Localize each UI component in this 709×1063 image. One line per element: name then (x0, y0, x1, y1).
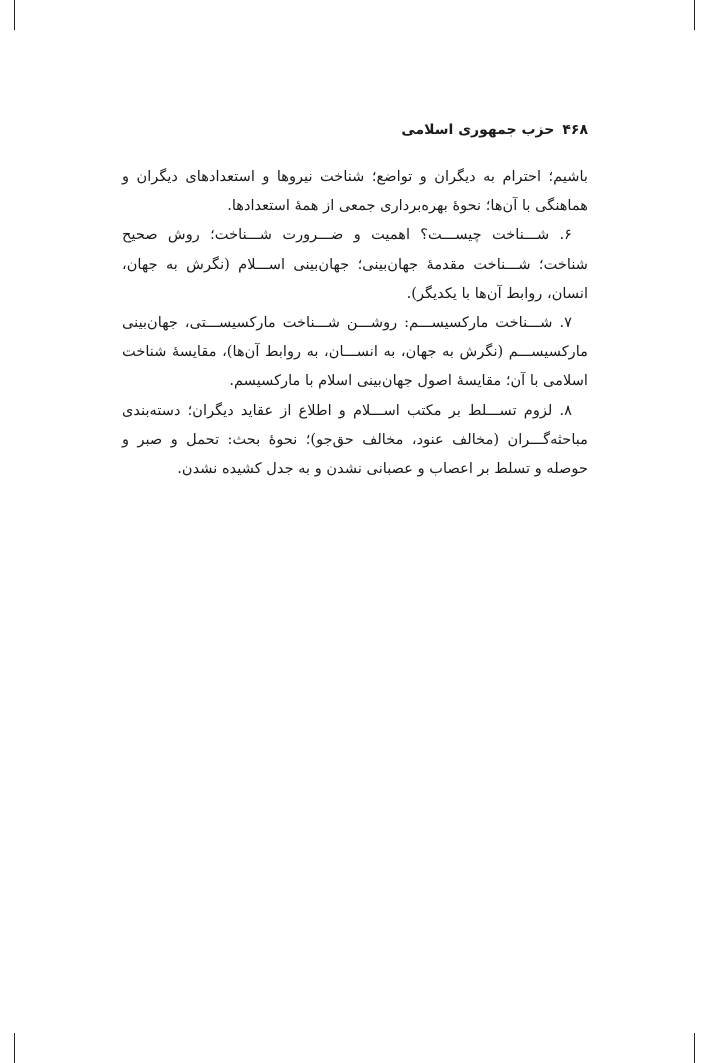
crop-mark-bottom-right (694, 1033, 695, 1063)
crop-mark-top-left (14, 0, 15, 30)
crop-mark-top-right (694, 0, 695, 30)
crop-mark-bottom-left (14, 1033, 15, 1063)
paragraph-4: ۸. لزوم تســـلط بر مکتب اســـلام و اطلاع از عقاید دیگران؛ دسته‌بندی مباحثه‌گـــران (مخالف عنود، مخالف حق‌جو)؛ نحوهٔ بحث: تحمل و صبر و حوصله و تسلط بر اعصاب و عصبانی نشدن و به جدل کشیده نشدن. (122, 401, 588, 478)
paragraph-1: باشیم؛ احترام به دیگران و تواضع؛ شناخت نیروها و استعدادهای دیگران و هماهنگی با آن‌ها؛ نحوهٔ بهره‌برداری جمعی از همهٔ استعدادها. (122, 168, 588, 215)
paragraph-3: ۷. شـــناخت مارکسیســـم: روشـــن شـــناخت مارکسیســـتی، جهان‌بینی مارکسیســـم (نگرش به جهان، به انســـان، به روابط آن‌ها)، مقایسهٔ شناخت اسلامی با آن؛ مقایسهٔ اصول جهان‌بینی اسلام با مارکسیسم. (122, 314, 588, 390)
running-head (122, 122, 588, 148)
paragraph-2: ۶. شـــناخت چیســـت؟ اهمیت و ضـــرورت شـــناخت؛ روش صحیح شناخت؛ شـــناخت مقدمهٔ جهان‌بینی؛ جهان‌بینی اســـلام (نگرش به جهان، انسان، روابط آن‌ها با یکدیگر). (122, 226, 588, 302)
running-title: حزب جمهوری اسلامی (401, 122, 555, 138)
page-number: ۴۶۸ (562, 122, 588, 138)
page-body (122, 122, 588, 483)
